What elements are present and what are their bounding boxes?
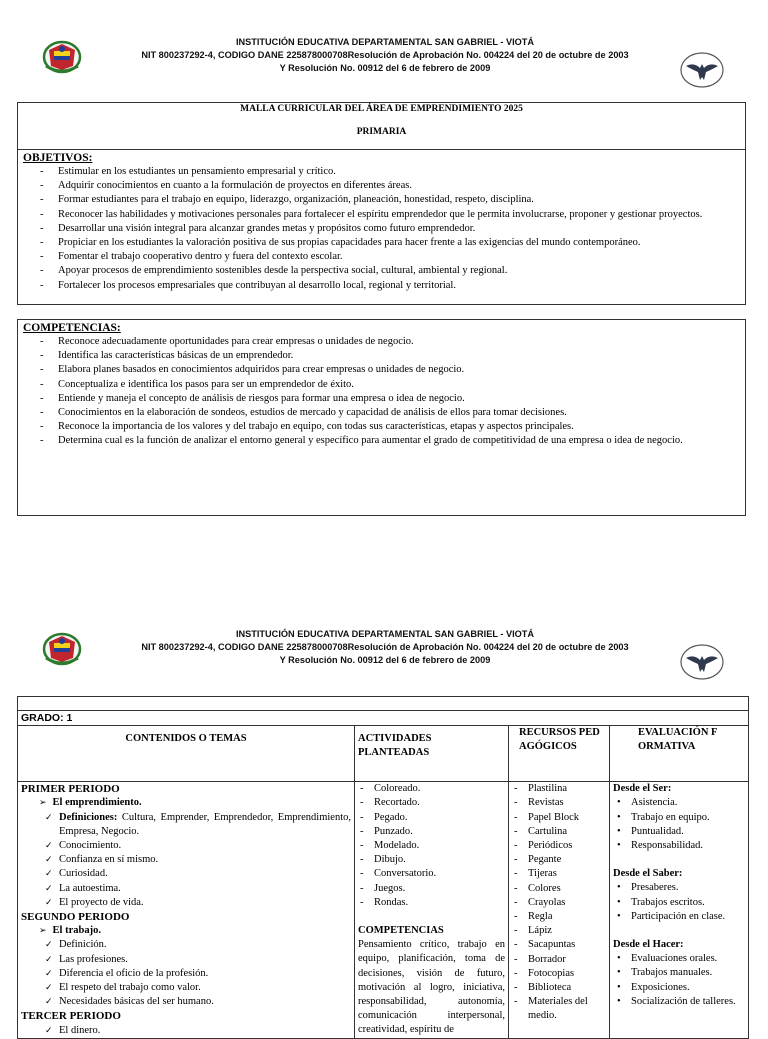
evaluation-item: • Puntualidad. [613, 825, 745, 839]
topic-subitem: ✓ La autoestima. [21, 882, 351, 896]
topic-subitem: ✓ Curiosidad. [21, 867, 351, 881]
topic-subitem: ✓ Conocimiento. [21, 839, 351, 853]
evaluation-item: • Responsabilidad. [613, 839, 745, 853]
definitions-text: Cultura, Emprender, Emprendedor, Emprendimiento, Empresa, Negocio. [59, 811, 351, 837]
objective-item: - Apoyar procesos de emprendimiento sostenibles desde la perspectiva social, cultural, ambiental y regional. [58, 264, 739, 278]
evaluation-item: • Evaluaciones orales. [613, 952, 745, 966]
topic-subitem: ✓ Necesidades básicas del ser humano. [21, 995, 351, 1009]
topic-title: ➢ El emprendimiento. [21, 796, 351, 810]
activity-item: - Juegos. [358, 882, 505, 896]
resource-item: - Cartulina [512, 825, 606, 839]
resource-item: - Borrador [512, 953, 606, 967]
objective-item: - Adquirir conocimientos en cuanto a la formulación de proyectos en diferentes áreas. [58, 179, 739, 193]
header-line-2: NIT 800237292-4, CODIGO DANE 225878000708Resolución de Aprobación No. 004224 del 20 de octubre de 2003 [141, 642, 629, 652]
objective-item: - Fomentar el trabajo cooperativo dentro y fuera del contexto escolar. [58, 250, 739, 264]
header-activities: ACTIVIDADES PLANTEADAS [355, 726, 509, 782]
header-line-1: INSTITUCIÓN EDUCATIVA DEPARTAMENTAL SAN GABRIEL - VIOTÁ [235, 629, 535, 639]
topic-subitem: ✓ El respeto del trabajo como valor. [21, 981, 351, 995]
grade-label: GRADO: 1 [18, 711, 749, 726]
activity-item: - Pegado. [358, 811, 505, 825]
definitions-label: Definiciones: [59, 811, 118, 823]
evaluation-subtitle: Desde el Hacer: [613, 939, 684, 951]
objective-item: - Formar estudiantes para el trabajo en equipo, liderazgo, organización, planeación, honestidad, respeto, disciplina. [58, 193, 739, 207]
activity-item: - Modelado. [358, 839, 505, 853]
resource-item: - Sacapuntas [512, 938, 606, 952]
header-line-2: NIT 800237292-4, CODIGO DANE 225878000708Resolución de Aprobación No. 004224 del 20 de octubre de 2003 [141, 50, 629, 60]
evaluation-item: • Asistencia. [613, 796, 745, 810]
topic-title: ➢ El trabajo. [21, 924, 351, 938]
competency-item: - Elabora planes basados en conocimientos adquiridos para crear empresas o unidades de negocio. [58, 363, 739, 377]
page-header [0, 36, 768, 96]
competencies-box [17, 319, 746, 516]
competency-item: - Reconoce adecuadamente oportunidades para crear empresas o unidades de negocio. [58, 335, 739, 349]
competency-item: - Conceptualiza e identifica los pasos para ser un emprendedor de éxito. [58, 378, 739, 392]
evaluation-item: • Trabajo en equipo. [613, 811, 745, 825]
competency-item: - Determina cual es la función de analizar el entorno general y específico para aumentar el grado de competitividad de una empresa o idea de negocio. [58, 434, 739, 448]
activities-cell [355, 782, 509, 1039]
header-resources: RECURSOS PEDAGÓGICOS [509, 726, 610, 782]
period-title: PRIMER PERIODO [21, 783, 120, 796]
topic-subitem: ✓ Diferencia el oficio de la profesión. [21, 967, 351, 981]
objective-item: - Propiciar en los estudiantes la valoración positiva de sus propias capacidades para hacer frente a las exigencias del mundo contemporáneo. [58, 236, 739, 250]
evaluation-cell [610, 782, 749, 1039]
objective-item: - Estimular en los estudiantes un pensamiento empresarial y crítico. [58, 165, 739, 179]
resource-item: - Biblioteca [512, 981, 606, 995]
evaluation-item: • Presaberes. [613, 881, 745, 895]
topic-subitem: ✓ Las profesiones. [21, 953, 351, 967]
resource-item: - Tijeras [512, 867, 606, 881]
header-line-1: INSTITUCIÓN EDUCATIVA DEPARTAMENTAL SAN GABRIEL - VIOTÁ [235, 37, 535, 47]
contents-cell [18, 782, 355, 1039]
resource-item: - Pegante [512, 853, 606, 867]
table-spacer-row [18, 697, 749, 711]
topic-subitem: ✓ El dinero. [21, 1024, 351, 1038]
competency-item: - Conocimientos en la elaboración de sondeos, estudios de mercado y capacidad de análisis de ellos para tomar decisiones. [58, 406, 739, 420]
evaluation-item: • Socialización de talleres. [613, 995, 745, 1009]
topic-subitem [21, 811, 351, 839]
table-row [18, 782, 749, 1039]
activity-item: - Conversatorio. [358, 867, 505, 881]
resource-item: - Crayolas [512, 896, 606, 910]
activity-item: - Punzado. [358, 825, 505, 839]
curriculum-table [17, 696, 749, 1039]
eagle-seal-icon [678, 50, 726, 90]
eagle-seal-icon [678, 642, 726, 682]
resource-item: - Colores [512, 882, 606, 896]
document-title: MALLA CURRICULAR DEL ÁREA DE EMPRENDIMIENTO 2025 [240, 104, 523, 114]
resource-item: - Lápiz [512, 924, 606, 938]
competency-item: - Entiende y maneja el concepto de análisis de riesgos para formar una empresa o idea de negocio. [58, 392, 739, 406]
table-header-row [18, 726, 749, 782]
resource-item: - Revistas [512, 796, 606, 810]
header-contents: CONTENIDOS O TEMAS [18, 726, 355, 782]
competencies-subtitle: COMPETENCIAS [358, 925, 444, 937]
topic-subitem: ✓ El proyecto de vida. [21, 896, 351, 910]
evaluation-subtitle: Desde el Ser: [613, 783, 672, 795]
resources-cell [509, 782, 610, 1039]
objectives-label: OBJETIVOS: [23, 152, 93, 164]
resource-item: - Regla [512, 910, 606, 924]
evaluation-item: • Exposiciones. [613, 981, 745, 995]
resource-item: - Papel Block [512, 811, 606, 825]
objectives-box [17, 149, 746, 305]
resource-item: - Plastilina [512, 782, 606, 796]
competencies-list [18, 335, 745, 449]
period-title: TERCER PERIODO [21, 1010, 121, 1023]
resource-item: - Periódicos [512, 839, 606, 853]
competencies-text: Pensamiento crítico, trabajo en equipo, planificación, toma de decisiones, visión de futuro, motivación al logro, iniciativa, responsabilidad, autonomía, comunicación interpersonal, creatividad, espíritu de [358, 939, 505, 1036]
activity-item: - Rondas. [358, 896, 505, 910]
header-line-3: Y Resolución No. 00912 del 6 de febrero de 2009 [279, 63, 491, 73]
competency-item: - Reconoce la importancia de los valores y del trabajo en equipo, con todas sus características, etapas y aspectos principales. [58, 420, 739, 434]
school-crest-icon [40, 36, 84, 76]
topic-subitem: ✓ Confianza en sí mismo. [21, 853, 351, 867]
evaluation-subtitle: Desde el Saber: [613, 868, 683, 880]
activity-item: - Coloreado. [358, 782, 505, 796]
topic-subitem: ✓ Definición. [21, 938, 351, 952]
header-evaluation: EVALUACIÓN FORMATIVA [610, 726, 749, 782]
resource-item: - Materiales del medio. [512, 995, 606, 1023]
objective-item: - Reconocer las habilidades y motivaciones personales para fortalecer el espíritu emprendedor que le permita involucrarse, proponer y gestionar proyectos. [58, 208, 739, 222]
activity-item: - Dibujo. [358, 853, 505, 867]
objective-item: - Desarrollar una visión integral para alcanzar grandes metas y propósitos como futuro emprendedor. [58, 222, 739, 236]
school-crest-icon [40, 628, 84, 668]
evaluation-item: • Trabajos manuales. [613, 966, 745, 980]
resource-item: - Fotocopias [512, 967, 606, 981]
objectives-list [18, 165, 745, 293]
activity-item: - Recortado. [358, 796, 505, 810]
evaluation-item: • Trabajos escritos. [613, 896, 745, 910]
competency-item: - Identifica las características básicas de un emprendedor. [58, 349, 739, 363]
document-subtitle: PRIMARIA [356, 127, 407, 137]
curriculum-title-box [17, 102, 746, 150]
evaluation-item: • Participación en clase. [613, 910, 745, 924]
competencies-label: COMPETENCIAS: [23, 322, 121, 334]
page-header-2 [0, 628, 768, 688]
objective-item: - Fortalecer los procesos empresariales que contribuyan al desarrollo local, regional y territorial. [58, 279, 739, 293]
header-line-3: Y Resolución No. 00912 del 6 de febrero de 2009 [279, 655, 491, 665]
period-title: SEGUNDO PERIODO [21, 911, 130, 924]
grade-row [18, 711, 749, 726]
